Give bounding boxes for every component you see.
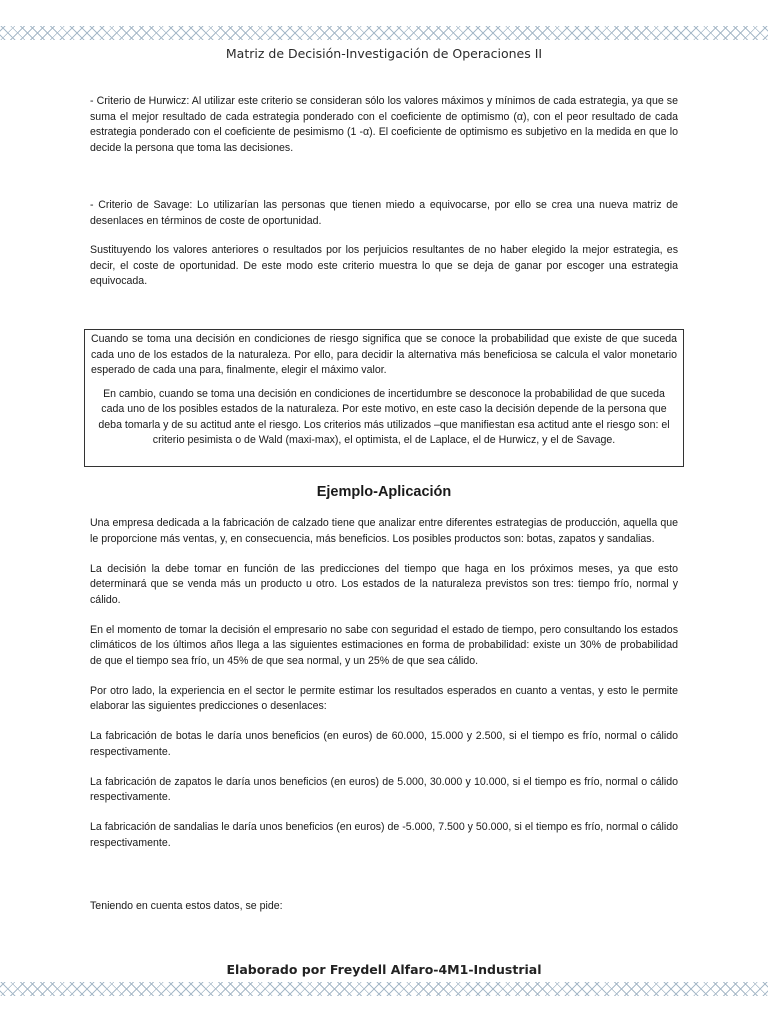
example-paragraph: La fabricación de sandalias le daría unos beneficios (en euros) de -5.000, 7.500 y 50.000, si el tiempo es frío, normal o cálido respectivamente.	[90, 821, 678, 849]
risk-uncertainty-box	[84, 329, 684, 467]
page-header: Matriz de Decisión-Investigación de Operaciones II	[225, 46, 543, 61]
example-paragraph: Una empresa dedicada a la fabricación de calzado tiene que analizar entre diferentes estrategias de producción, aquella que le proporcione más ventas, y, en consecuencia, más beneficios. Los posibles productos son: botas, zapatos y sandalias.	[90, 517, 678, 545]
example-paragraph: La fabricación de botas le daría unos beneficios (en euros) de 60.000, 15.000 y 2.500, si el tiempo es frío, normal o cálido respectivamente.	[90, 730, 678, 758]
page-footer: Elaborado por Freydell Alfaro-4M1-Industrial	[226, 962, 542, 977]
savage-paragraph-block	[90, 198, 678, 290]
savage-paragraph: - Criterio de Savage: Lo utilizarían las personas que tienen miedo a equivocarse, por ello se crea una nueva matriz de desenlaces en términos de coste de oportunidad.	[90, 199, 678, 227]
closing-block	[90, 899, 678, 915]
decorative-border-top	[0, 26, 768, 40]
example-body	[90, 516, 678, 866]
risk-paragraph: Cuando se toma una decisión en condiciones de riesgo significa que se conoce la probabilidad que existe de que suceda cada uno de los estados de la naturaleza. Por ello, para decidir la alternativa más beneficiosa se calcula el valor monetario esperado de cada una para, finalmente, elegir el máximo valor.	[91, 333, 677, 376]
decorative-border-bottom	[0, 982, 768, 996]
example-heading: Ejemplo-Aplicación	[316, 484, 452, 500]
closing-paragraph: Teniendo en cuenta estos datos, se pide:	[90, 900, 283, 912]
example-paragraph: La decisión la debe tomar en función de las predicciones del tiempo que haga en los próximos meses, ya que esto determinará que se venda más un producto u otro. Los estados de la naturaleza previstos son tres: tiempo frío, normal y cálido.	[90, 562, 678, 606]
sustituyendo-paragraph: Sustituyendo los valores anteriores o resultados por los perjuicios resultantes de no haber elegido la mejor estrategia, es decir, el coste de oportunidad. De este modo este criterio muestra lo que se deja de ganar por escoger una estrategia equivocada.	[90, 244, 678, 287]
hurwicz-paragraph: - Criterio de Hurwicz: Al utilizar este criterio se consideran sólo los valores máximos y mínimos de cada estrategia, ya que se suma el mejor resultado de cada estrategia ponderado con el coeficiente de optimismo (α), con el peor resultado de cada estrategia ponderado con el coeficiente de pesimismo (1 -α). El coeficiente de optimismo es subjetivo en la medida en que lo decide la persona que toma las decisiones.	[90, 95, 678, 154]
example-paragraph: Por otro lado, la experiencia en el sector le permite estimar los resultados esperados en cuanto a ventas, y esto le permite elaborar las siguientes predicciones o desenlaces:	[90, 684, 678, 712]
uncertainty-paragraph: En cambio, cuando se toma una decisión en condiciones de incertidumbre se desconoce la probabilidad de que suceda cada uno de los posibles estados de la naturaleza. Por este motivo, en este caso la decisión depende de la persona que deba tomarla y de su actitud ante el riesgo. Los criterios más utilizados –que manifiestan esa actitud ante el riesgo son: el criterio pesimista o de Wald (maxi-max), el optimista, el de Laplace, el de Hurwicz, y el de Savage.	[98, 387, 670, 446]
hurwicz-paragraph-block	[90, 94, 678, 156]
example-paragraph: La fabricación de zapatos le daría unos beneficios (en euros) de 5.000, 30.000 y 10.000, si el tiempo es frío, normal o cálido respectivamente.	[90, 775, 678, 803]
example-paragraph: En el momento de tomar la decisión el empresario no sabe con seguridad el estado de tiempo, pero consultando los estados climáticos de los últimos años llega a las siguientes estimaciones en forma de probabilidad: existe un 30% de probabilidad de que el tiempo sea frío, un 45% de que sea normal, y un 25% de que sea cálido.	[90, 623, 678, 667]
